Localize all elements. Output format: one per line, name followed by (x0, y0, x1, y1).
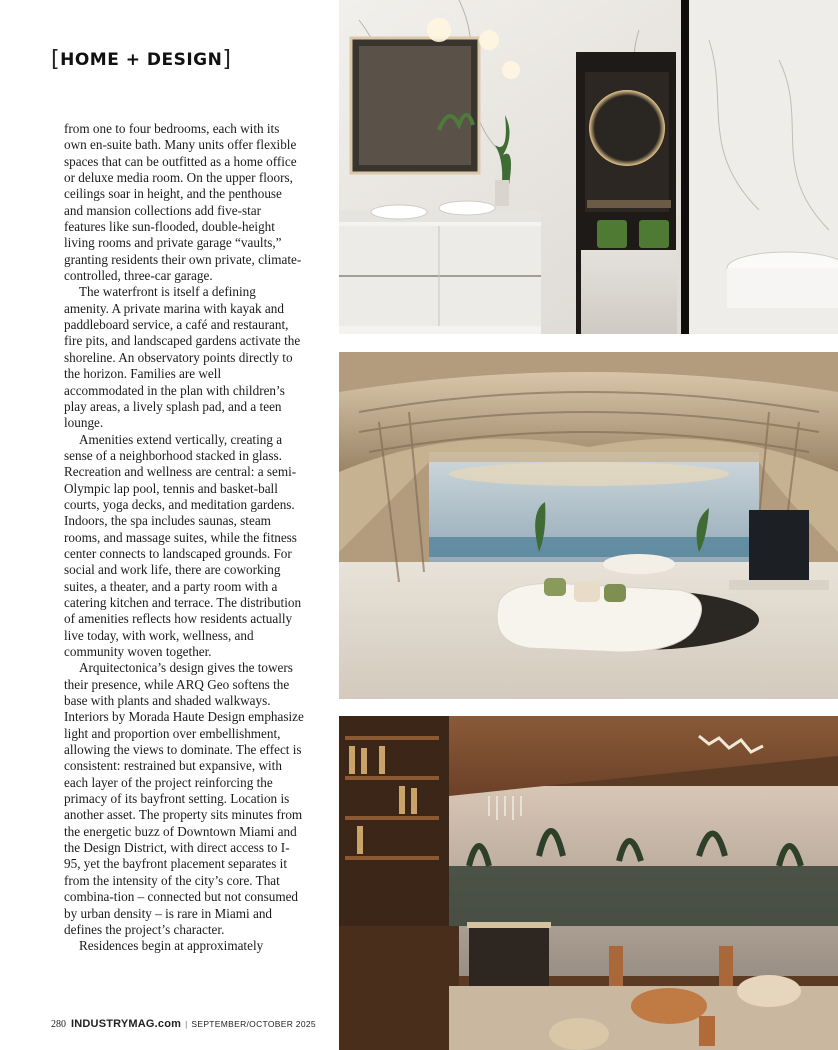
article-paragraph: from one to four bedrooms, each with its own en-suite bath. Many units offer flexible spaces that can be outfitted as a home office or deluxe media room. On the upper floors, ceilings soar in height, and the penthouse and mansion collections add five-star features like sun-flooded, double-height living rooms and private garage “vaults,” granting residents their own private, climate-controlled, three-car garage. (64, 121, 302, 284)
page-number: 280 (51, 1019, 66, 1030)
article-paragraph: Amenities extend vertically, creating a sense of a neighborhood stacked in glass. Recreation and wellness are central: a semi-Olympic lap pool, tennis and basket-ball courts, yoga decks, and meditation gardens. Indoors, the spa includes saunas, steam rooms, and massage suites, while the fitness center connects to landscaped grounds. For social and work life, there are coworking suites, a theater, and a party room with a catering kitchen and terrace. The distribution of amenities reflects how residents actually live today, with work, wellness, and community woven together. (64, 431, 302, 659)
lounge-photo (339, 352, 838, 699)
header-bracket-close: ] (222, 47, 232, 72)
issue-date: SEPTEMBER/OCTOBER 2025 (191, 1019, 316, 1029)
footer-separator: | (185, 1019, 188, 1029)
lounge-illustration (339, 352, 838, 699)
bathroom-illustration (339, 0, 838, 334)
section-header (51, 47, 231, 73)
bathroom-photo (339, 0, 838, 334)
article-body (64, 121, 304, 955)
article-paragraph: Residences begin at approximately (79, 938, 264, 954)
bar-photo (339, 716, 838, 1050)
bar-illustration (339, 716, 838, 1050)
publication-name: INDUSTRYMAG.com (71, 1018, 182, 1030)
page-footer (51, 1017, 316, 1031)
article-paragraph: The waterfront is itself a defining amenity. A private marina with kayak and paddleboard service, a café and restaurant, fire pits, and landscaped gardens activate the shoreline. An observatory points directly to the horizon. Families are well accommodated in the plan with children’s play areas, a lively splash pad, and a teen lounge. (64, 284, 301, 431)
article-paragraph: Arquitectonica’s design gives the towers their presence, while ARQ Geo softens the base with plants and shaded walkways. Interiors by Morada Haute Design emphasize light and proportion over embellishment, allowing the views to dominate. The effect is consistent: restrained but expansive, with each layer of the project reinforcing the primacy of its bayfront setting. Location is another asset. The property sits minutes from the energetic buzz of Downtown Miami and the Design District, with direct access to I-95, yet the bayfront placement separates it from the intensity of the city’s core. That combina-tion – connected but not consumed by urban density – is rare in Miami and defines the project’s character. (64, 660, 304, 937)
header-bracket-open: [ (51, 47, 61, 72)
section-title: HOME + DESIGN (60, 50, 223, 70)
